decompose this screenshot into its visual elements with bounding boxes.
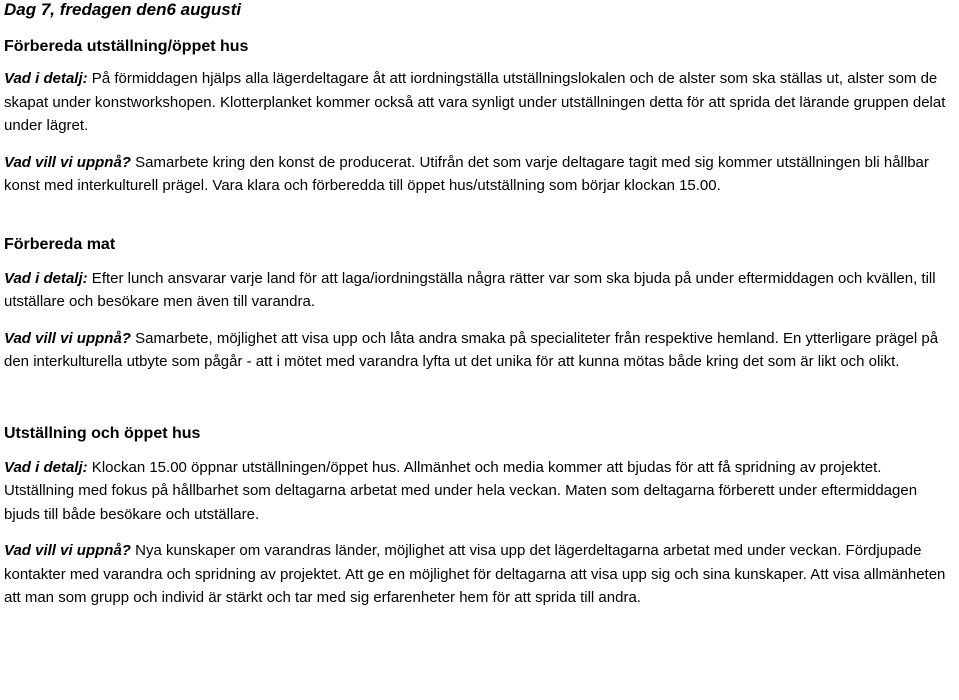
goal-text: Nya kunskaper om varandras länder, möjlighet att visa upp det lägerdeltagarna arbetat med under veckan. Fördjupade kontakter med varandra och spridning av projektet. Att ge en möjlighet för deltagarna att visa upp sig och sina kunskaper. Att visa allmänheten att man som grupp och individ är stärkt och tar med sig erfarenheter hem för att sprida till andra. [4, 542, 946, 606]
detail-label: Vad i detalj: [4, 458, 88, 476]
goal-label: Vad vill vi uppnå? [4, 542, 131, 559]
section-heading-utstallning-oppet-hus: Utställning och öppet hus [4, 424, 201, 442]
section-heading-forbereda-mat: Förbereda mat [4, 235, 116, 253]
detail-text: På förmiddagen hjälps alla lägerdeltagare åt att iordningställa utställningslokalen och de alster som ska ställas ut, alster som de skapat under konstworkshopen. Klotterplanket kommer också att vara synligt under utställningen detta för att sprida det lärande gruppen delat under lägret. [4, 70, 946, 134]
goal-text: Samarbete kring den konst de producerat. Utifrån det som varje deltagare tagit med sig kommer utställningen bli hållbar konst med interkulturell prägel. Vara klara och förberedda till öppet hus/utställning som börjar klockan 15.00. [4, 153, 929, 194]
document-page [4, 0, 954, 610]
goal-text: Samarbete, möjlighet att visa upp och låta andra smaka på specialiteter från respektive hemland. En ytterligare prägel på den interkulturella utbyte som pågår - att i mötet med varandra lyfta ut det unika för att kunna mötas både kring det som är likt och olikt. [4, 329, 939, 370]
section-1-goal-paragraph [4, 151, 954, 198]
section-heading-utstallning-forberedelse: Förbereda utställning/öppet hus [4, 38, 249, 55]
section-3-detail-paragraph [4, 456, 954, 527]
goal-label: Vad vill vi uppnå? [4, 329, 131, 347]
detail-text: Klockan 15.00 öppnar utställningen/öppet hus. Allmänhet och media kommer att bjudas för att få spridning av projektet. Utställning med fokus på hållbarhet som deltagarna arbetat med under hela veckan. Maten som deltagarna förberett under eftermiddagen bjuds till både besökare och utställare. [4, 458, 918, 523]
section-3-goal-paragraph [4, 539, 954, 610]
section-2-detail-paragraph [4, 267, 954, 314]
goal-label: Vad vill vi uppnå? [4, 153, 131, 171]
detail-label: Vad i detalj: [4, 70, 88, 87]
detail-text: Efter lunch ansvarar varje land för att laga/iordningställa några rätter var som ska bjuda på under eftermiddagen och kvällen, till utställare och besökare men även till varandra. [4, 269, 936, 310]
section-2-goal-paragraph [4, 327, 954, 374]
page-title: Dag 7, fredagen den6 augusti [4, 0, 242, 19]
section-1-detail-paragraph [4, 67, 954, 138]
detail-label: Vad i detalj: [4, 269, 88, 287]
